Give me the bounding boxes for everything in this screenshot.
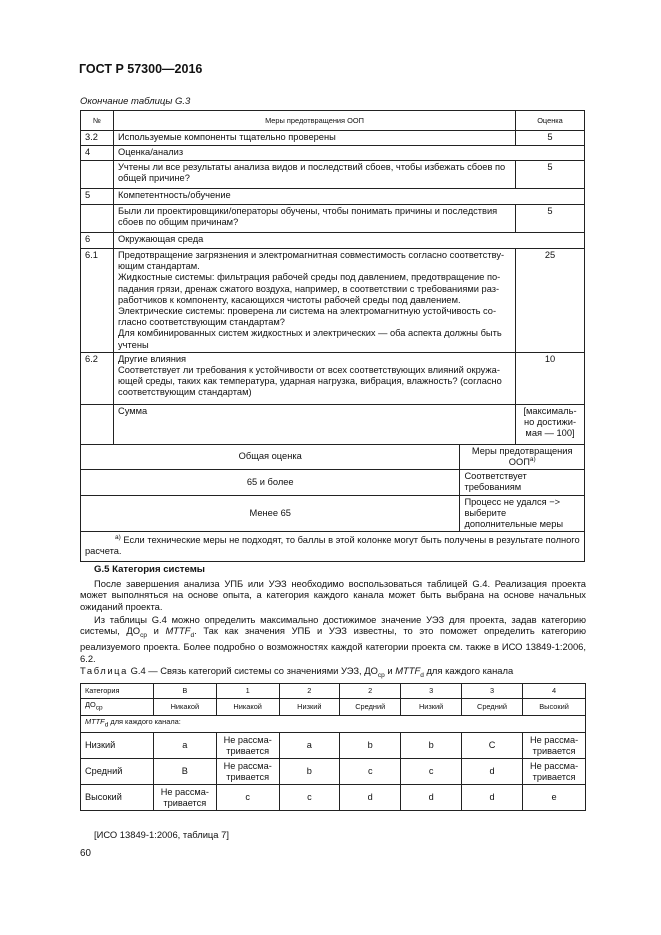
table-g4: [80, 683, 586, 811]
table-g3: [80, 110, 585, 562]
table-row: [81, 759, 586, 785]
mttf-level: Средний: [81, 759, 154, 785]
measure-line: Для комбинированных систем жидкостных и электрических — оба аспекта должны быть учтены: [118, 328, 502, 350]
overall-header-left: Общая оценка: [81, 444, 460, 469]
dc-cell: Средний: [340, 699, 401, 716]
overall-row: [81, 470, 585, 495]
mttf-label: $MTTF_d$ для каждого канала:: [81, 716, 586, 733]
category-cell: 2: [340, 684, 401, 699]
pl-cell: a: [279, 733, 340, 759]
overall-left-cell: 65 и более: [81, 470, 460, 495]
category-cell: 2: [279, 684, 340, 699]
table-g3-body: [81, 131, 585, 445]
pl-cell: c: [279, 785, 340, 811]
mttf-level: Низкий: [81, 733, 154, 759]
pl-cell: d: [401, 785, 462, 811]
pl-cell: c: [401, 759, 462, 785]
score-cell: 5: [516, 131, 585, 146]
table-row: [81, 161, 585, 189]
row-number: 6.1: [81, 249, 114, 353]
pl-cell: d: [340, 785, 401, 811]
category-row: [81, 684, 586, 699]
section-heading: G.5 Категория системы: [94, 564, 205, 575]
row-number: 5: [81, 189, 114, 205]
dc-cell: Средний: [461, 699, 522, 716]
category-cell: 3: [461, 684, 522, 699]
pl-cell: Не рассматривается: [216, 733, 279, 759]
dc-cell: Никакой: [216, 699, 279, 716]
mttf-row: [81, 716, 586, 733]
paragraph-2: Из таблицы G.4 можно определить максимально достижимое значение УЭЗ для проекта, задав категорию системы, $ДО_{ср}$ и $MTTF_d$. Так как значения УПБ и УЭЗ известны, то это поможет определить категорию реализуемого проекта. Более подробно о возможностях каждой категории проекта см. также в ИСО 13849-1:2006, 6.2.: [80, 614, 586, 664]
row-number: 4: [81, 146, 114, 161]
table-row: [81, 733, 586, 759]
measure-text: Сумма: [114, 404, 516, 444]
measure-text: Используемые компоненты тщательно проверены: [114, 131, 516, 146]
group-title: Оценка/анализ: [114, 146, 585, 161]
pl-cell: Не рассматривается: [216, 759, 279, 785]
pl-cell: e: [523, 785, 586, 811]
pl-cell: b: [401, 733, 462, 759]
pl-cell: b: [340, 733, 401, 759]
measure-line: Соответствует ли требования к устойчивости от всех соответствующих влияний окружающей среды, таких как температура, ударная нагрузка, вибрация, влажность? (согласно соответствующим стандартам): [118, 365, 502, 398]
reference: [ИСО 13849-1:2006, таблица 7]: [94, 829, 229, 840]
category-cell: 4: [523, 684, 586, 699]
row-number: 6.2: [81, 352, 114, 404]
table-row: [81, 785, 586, 811]
measure-text: Учтены ли все результаты анализа видов и последствий сбоев, чтобы избежать сбоев по общей причине?: [114, 161, 516, 189]
table-row: [81, 249, 585, 353]
table-caption: Окончание таблицы G.3: [80, 96, 191, 107]
footnote-mark: а): [529, 455, 536, 463]
overall-left-cell: Менее 65: [81, 495, 460, 532]
measure-text: [114, 249, 516, 353]
document-id: ГОСТ Р 57300—2016: [79, 62, 203, 76]
table-row: [81, 404, 585, 444]
category-cell: 1: [216, 684, 279, 699]
dc-cell: Низкий: [401, 699, 462, 716]
pl-cell: d: [461, 759, 522, 785]
group-title: Окружающая среда: [114, 233, 585, 249]
row-number: [81, 161, 114, 189]
pl-cell: c: [340, 759, 401, 785]
score-cell: 5: [516, 205, 585, 233]
footnote-text: Если технические меры не подходят, то баллы в этой колонке могут быть получены в результате полного расчета.: [85, 535, 580, 557]
measure-line: Жидкостные системы: фильтрация рабочей среды под давлением, предотвращение попадания грязи, дренаж сжатого воздуха, например, в соответствии с требованиями разработчиков к компоненту, касающихся чистоты рабочей среды под давлением.: [118, 272, 501, 305]
pl-cell: C: [461, 733, 522, 759]
table-row: [81, 233, 585, 249]
footnote-row: [81, 532, 585, 561]
dc-row: [81, 699, 586, 716]
table-row: [81, 205, 585, 233]
pl-cell: B: [153, 759, 216, 785]
overall-right-cell: Соответствует требованиям: [460, 470, 585, 495]
category-cell: B: [153, 684, 216, 699]
dc-cell: Высокий: [523, 699, 586, 716]
dc-label: $ДО_{ср}$: [81, 699, 154, 716]
table-row: [81, 146, 585, 161]
dc-cell: Низкий: [279, 699, 340, 716]
group-title: Компетентность/обучение: [114, 189, 585, 205]
table-row: [81, 131, 585, 146]
footnote-mark: а): [115, 534, 121, 542]
table-row: [81, 189, 585, 205]
row-number: [81, 205, 114, 233]
dc-cell: Никакой: [153, 699, 216, 716]
pl-cell: Не рассматривается: [523, 733, 586, 759]
overall-right-cell: Процесс не удался −> выберите дополнительные меры: [460, 495, 585, 532]
measure-line: Предотвращение загрязнения и электромагнитная совместимость согласно соответствующим стандартам.: [118, 250, 505, 272]
overall-row: [81, 495, 585, 532]
pl-cell: d: [461, 785, 522, 811]
paragraph-1: После завершения анализа УПБ или УЭЗ необходимо воспользоваться таблицей G.4. Реализация проекта может выполняться на основе опыта, а категория каждого канала может быть выбрана на основе начальных ожиданий проекта.: [80, 578, 586, 612]
measure-text: Были ли проектировщики/операторы обучены, чтобы понимать причины и последствия сбоев по общим причинам?: [114, 205, 516, 233]
overall-header-right: Меры предотвращения $ООП^{а)}$: [460, 444, 585, 469]
row-number: 3.2: [81, 131, 114, 146]
table-g4-body: [81, 733, 586, 811]
pl-cell: Не рассматривается: [523, 759, 586, 785]
score-cell: [максимально достижимая — 100]: [516, 404, 585, 444]
measure-text: [114, 352, 516, 404]
pl-cell: a: [153, 733, 216, 759]
category-cell: 3: [401, 684, 462, 699]
score-cell: 10: [516, 352, 585, 404]
score-cell: 25: [516, 249, 585, 353]
mttf-level: Высокий: [81, 785, 154, 811]
footnote-cell: [81, 532, 585, 561]
col-header-num: №: [81, 111, 114, 131]
score-cell: 5: [516, 161, 585, 189]
pl-cell: Не рассматривается: [153, 785, 216, 811]
row-number: [81, 404, 114, 444]
row-number: 6: [81, 233, 114, 249]
table-row: [81, 352, 585, 404]
measure-line: Другие влияния: [118, 353, 187, 364]
col-header-measures: Меры предотвращения ООП: [114, 111, 516, 131]
col-header-score: Оценка: [516, 111, 585, 131]
category-label: Категория: [81, 684, 154, 699]
overall-header-row: [81, 444, 585, 469]
measure-line: Электрические системы: проверена ли система на электромагнитную устойчивость согласно соответствующим стандартам?: [118, 306, 497, 328]
table-g4-title: Таблица G.4 — Связь категорий системы со значениями УЭЗ, $ДО_{ср}$ и $MTTF_d$ для каждого канала: [80, 665, 514, 679]
pl-cell: b: [279, 759, 340, 785]
pl-cell: c: [216, 785, 279, 811]
page-number: 60: [80, 848, 91, 859]
